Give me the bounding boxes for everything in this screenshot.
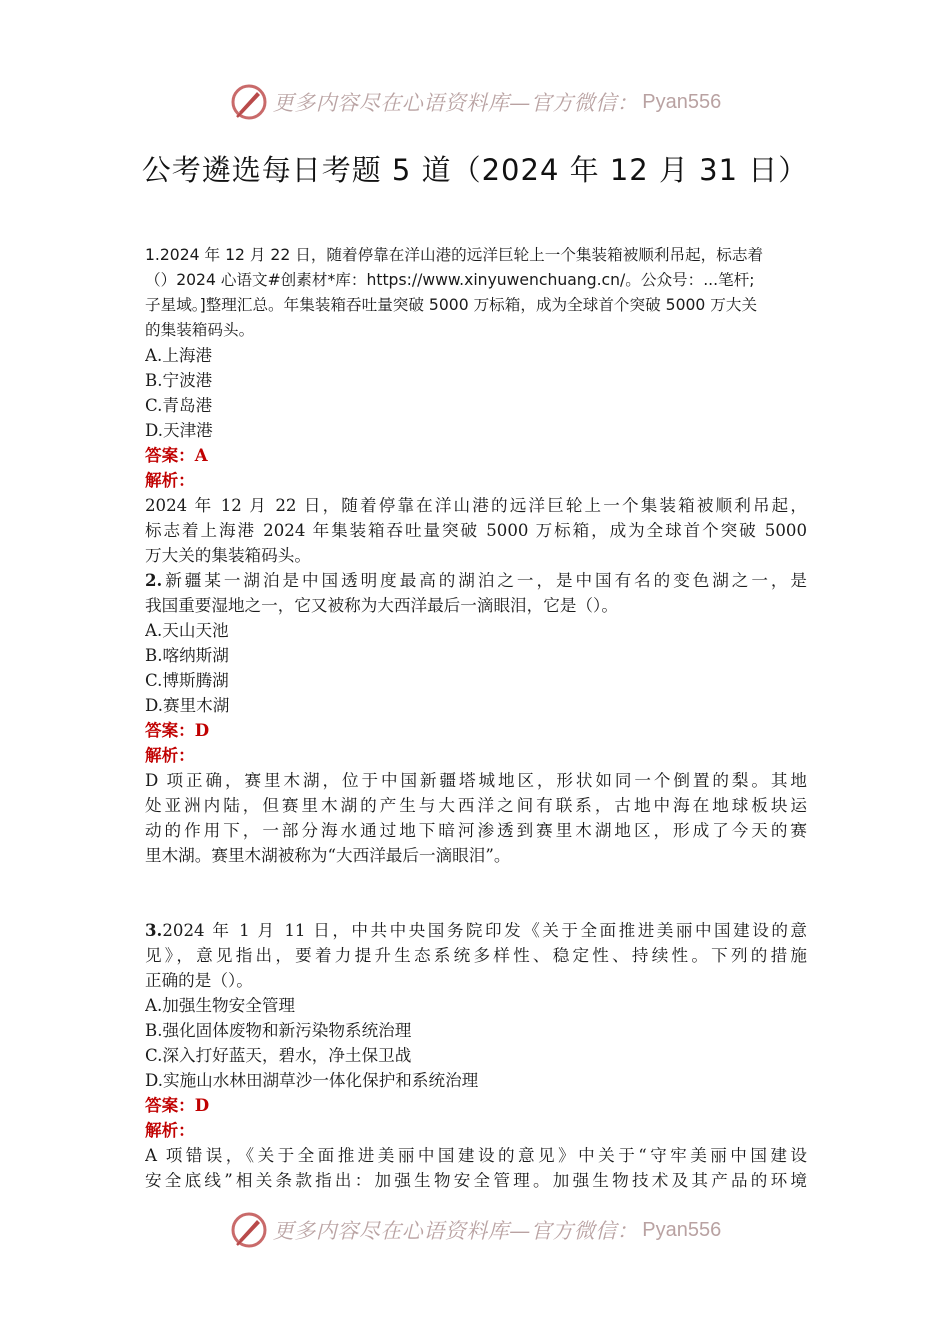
answer: 答案：D [145, 720, 210, 740]
option-c: C.青岛港 [145, 396, 213, 415]
header-banner [0, 78, 950, 126]
option-c: C.深入打好蓝天，碧水，净土保卫战 [145, 1046, 412, 1065]
question-number: 3. [145, 920, 163, 940]
answer: 答案：D [145, 1095, 210, 1115]
option-a: A.上海港 [145, 346, 213, 365]
question-text-line: 见》，意见指出，要着力提升生态系统多样性、稳定性、持续性。下列的措施 [145, 946, 807, 965]
option-a: A.天山天池 [145, 621, 229, 640]
question-3-line [145, 918, 807, 943]
analysis-line: A 项错误，《关于全面推进美丽中国建设的意见》中关于“守牢美丽中国建设 [145, 1146, 807, 1165]
question-text-line: 的集装箱码头。 [145, 321, 255, 339]
spacer [145, 868, 807, 918]
option-d: D.实施山水林田湖草沙一体化保护和系统治理 [145, 1071, 479, 1090]
option-d: D.赛里木湖 [145, 696, 230, 715]
quill-logo-icon [229, 1210, 269, 1250]
option-b: B.宁波港 [145, 371, 213, 390]
banner-text: 更多内容尽在心语资料库—官方微信： [272, 91, 639, 115]
quill-logo-icon [229, 82, 269, 122]
analysis-line: 2024 年 12 月 22 日，随着停靠在洋山港的远洋巨轮上一个集装箱被顺利吊起， [145, 496, 807, 515]
question-text-line: 正确的是（）。 [145, 971, 253, 990]
analysis-label: 解析： [145, 1120, 195, 1140]
banner-text: 更多内容尽在心语资料库—官方微信： [272, 1219, 639, 1243]
option-d: D.天津港 [145, 421, 213, 440]
answer: 答案：A [145, 445, 208, 465]
option-b: B.强化固体废物和新污染物系统治理 [145, 1021, 412, 1040]
analysis-line: 万大关的集装箱码头。 [145, 546, 311, 565]
analysis-label: 解析： [145, 470, 195, 490]
question-text-line: 子星域。]整理汇总。年集装箱吞吐量突破 5000 万标箱，成为全球首个突破 5000 万大关 [145, 296, 758, 314]
question-text-line: 我国重要湿地之一，它又被称为大西洋最后一滴眼泪，它是（）。 [145, 596, 618, 615]
analysis-line: 里木湖。赛里木湖被称为“大西洋最后一滴眼泪”。 [145, 846, 511, 865]
banner-handle: Pyan556 [642, 1218, 722, 1241]
question-text: 2024 年 1 月 11 日，中共中央国务院印发《关于全面推进美丽中国建设的意 [162, 921, 807, 940]
footer-banner [0, 1206, 950, 1254]
analysis-line: 安全底线”相关条款指出：加强生物安全管理。加强生物技术及其产品的环境 [145, 1171, 807, 1190]
analysis-line: D 项正确，赛里木湖，位于中国新疆塔城地区，形状如同一个倒置的梨。其地 [145, 771, 807, 790]
analysis-line: 标志着上海港 2024 年集装箱吞吐量突破 5000 万标箱，成为全球首个突破 5000 [145, 521, 807, 540]
question-2-line [145, 568, 807, 593]
page-title: 公考遴选每日考题 5 道（2024 年 12 月 31 日） [141, 153, 809, 187]
banner-handle: Pyan556 [642, 90, 722, 113]
question-text-line: 1.2024 年 12 月 22 日，随着停靠在洋山港的远洋巨轮上一个集装箱被顺利吊起，标志着 [145, 246, 764, 264]
question-1 [145, 243, 807, 343]
analysis-line: 动的作用下，一部分海水通过地下暗河渗透到赛里木湖地区，形成了今天的赛 [145, 821, 807, 840]
option-c: C.博斯腾湖 [145, 671, 229, 690]
question-text: 新疆某一湖泊是中国透明度最高的湖泊之一，是中国有名的变色湖之一，是 [162, 571, 807, 590]
question-number: 2. [145, 570, 163, 590]
document-body [145, 243, 807, 1193]
analysis-label: 解析： [145, 745, 195, 765]
option-b: B.喀纳斯湖 [145, 646, 229, 665]
question-text-line: （）2024 心语文#创素材*库：https://www.xinyuwenchuang.cn/。公众号：...笔杆; [145, 271, 755, 289]
analysis-line: 处亚洲内陆，但赛里木湖的产生与大西洋之间有联系，古地中海在地球板块运 [145, 796, 807, 815]
option-a: A.加强生物安全管理 [145, 996, 296, 1015]
